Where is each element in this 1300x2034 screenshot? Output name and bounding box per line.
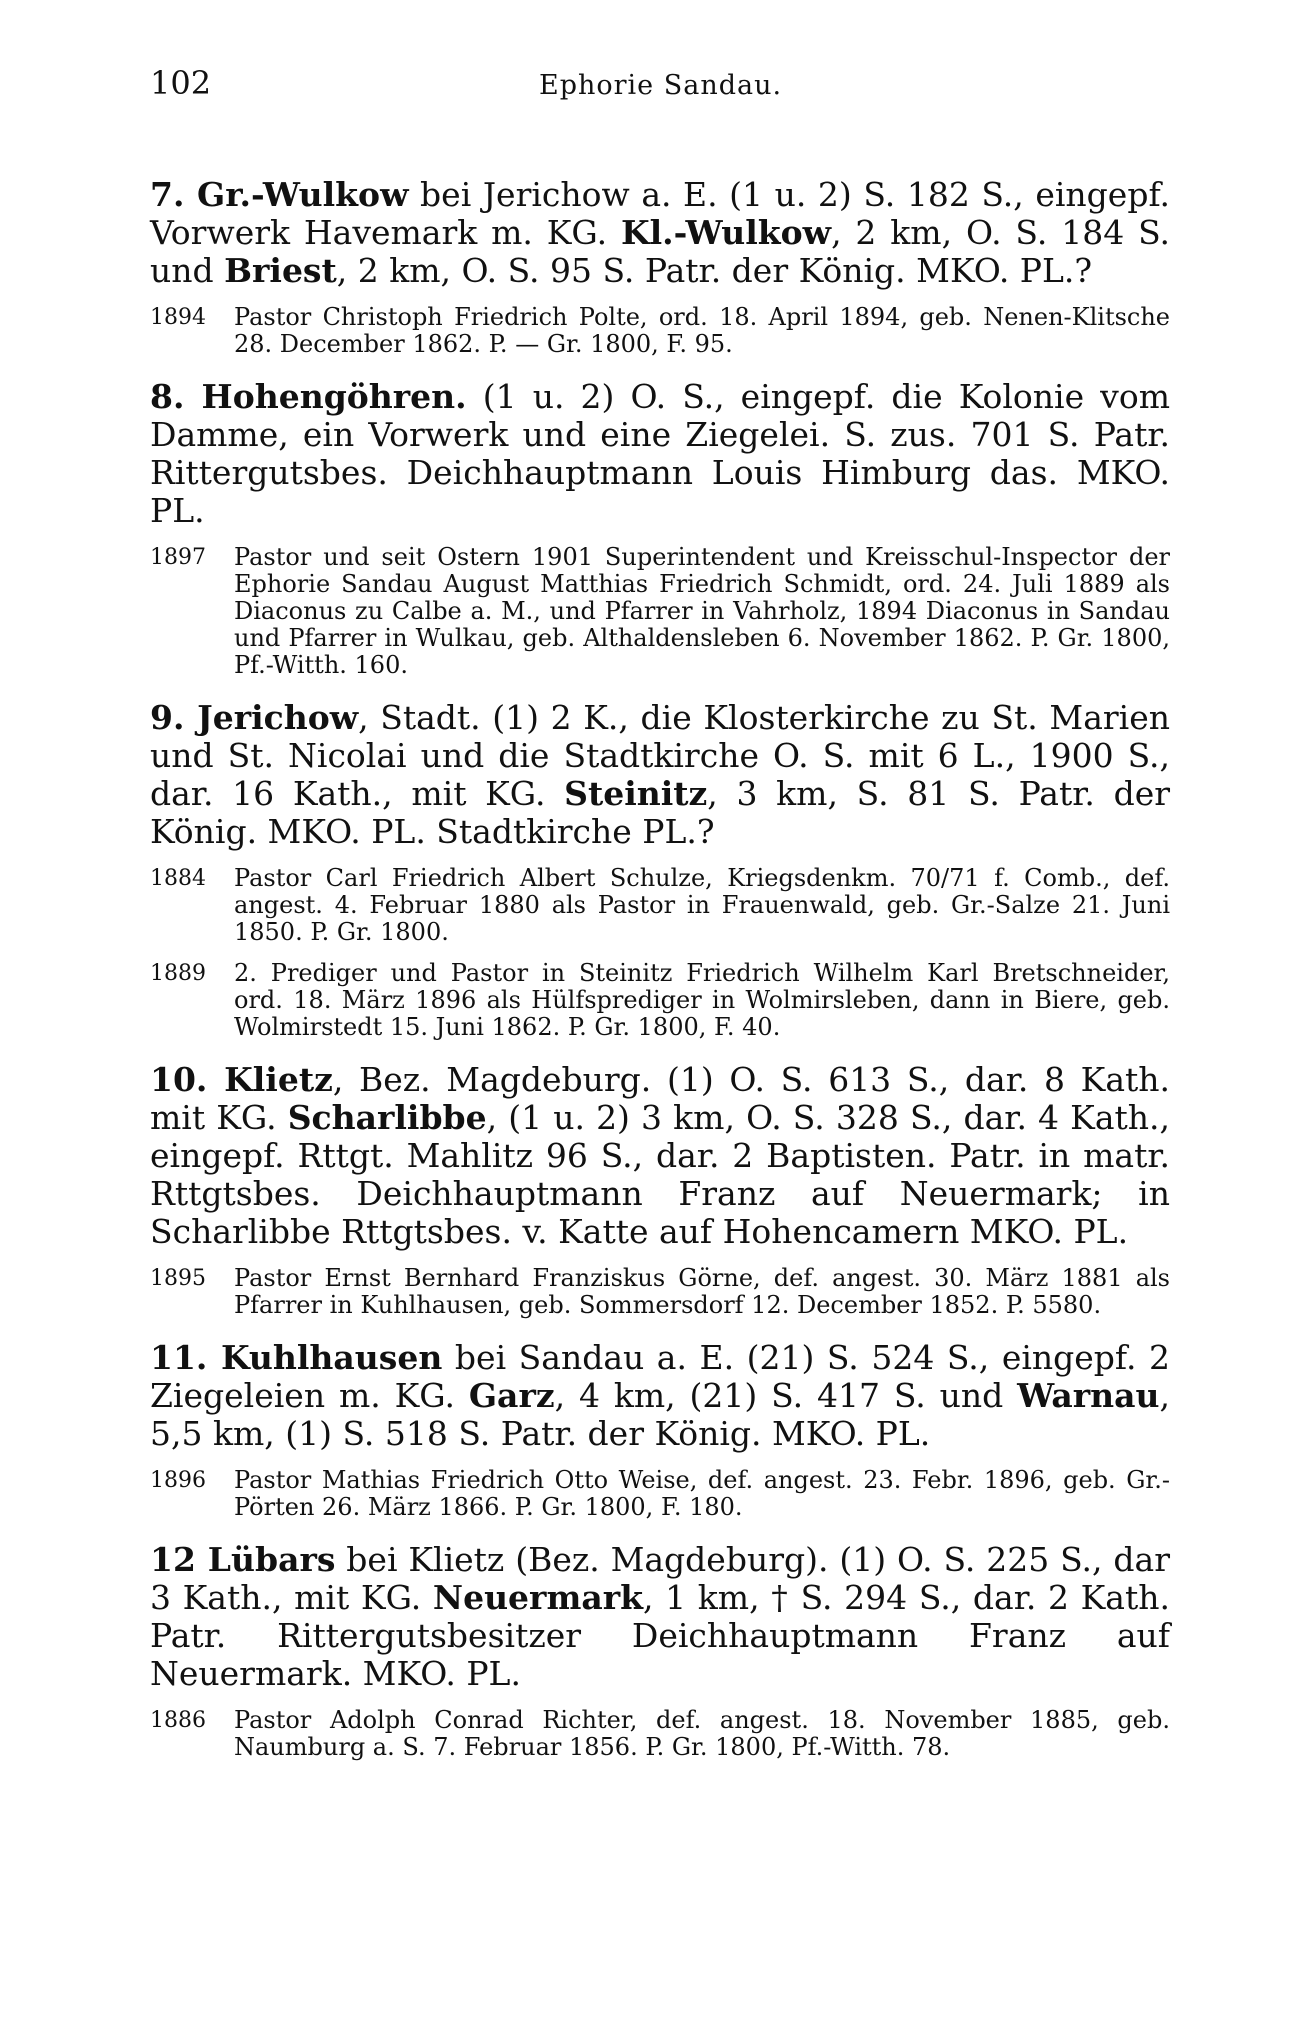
pastor-year: 1895 <box>150 1266 206 1291</box>
place-name: Kuhlhausen <box>220 1338 443 1377</box>
pastor-year: 1889 <box>150 961 206 986</box>
pastor-year: 1894 <box>150 305 206 330</box>
affiliated-place-name: Scharlibbe <box>287 1098 487 1137</box>
parish-description <box>150 378 1170 530</box>
affiliated-place-name: Warnau <box>1017 1376 1160 1415</box>
parish-description <box>150 1339 1170 1453</box>
entry-text: bei Klietz (Bez. Magdeburg). (1) O. S. 225 S., dar 3 Kath., mit KG. <box>150 1540 1170 1617</box>
entry-text: , 1 km, † S. 294 S., dar. 2 Kath. Patr. Rittergutsbesitzer Deichhauptmann Franz auf Neuermark. MKO. PL. <box>150 1578 1170 1693</box>
entry-number: 8. <box>150 377 202 416</box>
pastor-note <box>150 1467 1170 1521</box>
entry-text: , (1 u. 2) 3 km, O. S. 328 S., dar. 4 Kath., eingepf. Rttgt. Mahlitz 96 S., dar. 2 Baptisten. Patr. in matr. Rttgtsbes. Deichhauptmann Franz auf Neuermark; in Scharlibbe Rttgtsbes. v. Katte auf Hohencamern MKO. PL. <box>150 1098 1170 1251</box>
page-header <box>150 64 1170 116</box>
pastor-year: 1896 <box>150 1468 206 1493</box>
pastor-text: Pastor und seit Ostern 1901 Superintendent und Kreisschul-Inspector der Ephorie Sandau August Matthias Friedrich Schmidt, ord. 24. Juli 1889 als Diaconus zu Calbe a. M., und Pfarrer in Vahrholz, 1894 Diaconus in Sandau und Pfarrer in Wulkau, geb. Althaldensleben 6. November 1862. P. Gr. 1800, Pf.-Witth. 160. <box>234 543 1170 679</box>
pastor-note <box>150 1707 1170 1761</box>
parish-description <box>150 1061 1170 1251</box>
entry-text: , 2 km, O. S. 184 S. und <box>150 213 1170 290</box>
parish-entry <box>150 176 1170 358</box>
page-number: 102 <box>150 64 212 102</box>
place-name: Gr.-Wulkow <box>197 175 409 214</box>
entry-number: 11. <box>150 1338 221 1377</box>
parish-description <box>150 176 1170 290</box>
entry-text: , Bez. Magdeburg. (1) O. S. 613 S., dar. 8 Kath. mit KG. <box>150 1060 1170 1137</box>
pastor-note <box>150 865 1170 946</box>
place-name: Lübars <box>207 1540 336 1579</box>
pastor-year: 1897 <box>150 545 206 570</box>
place-name: Jerichow <box>197 698 359 737</box>
affiliated-place-name: Steinitz <box>564 774 708 813</box>
entries-list <box>150 176 1170 1761</box>
parish-entry <box>150 378 1170 679</box>
affiliated-place-name: Neuermark <box>432 1578 643 1617</box>
entry-number: 9. <box>150 698 198 737</box>
pastor-year: 1884 <box>150 866 206 891</box>
pastor-text: Pastor Adolph Conrad Richter, def. angest. 18. November 1885, geb. Naumburg a. S. 7. Februar 1856. P. Gr. 1800, Pf.-Witth. 78. <box>234 1706 1170 1761</box>
pastor-text: Pastor Ernst Bernhard Franziskus Görne, def. angest. 30. März 1881 als Pfarrer in Kuhlhausen, geb. Sommersdorf 12. December 1852. P. 5580. <box>234 1264 1170 1319</box>
entry-text: , 3 km, S. 81 S. Patr. der König. MKO. PL. Stadtkirche PL.? <box>150 774 1170 851</box>
pastor-text: Pastor Christoph Friedrich Polte, ord. 18. April 1894, geb. Nenen-Klitsche 28. December 1862. P. — Gr. 1800, F. 95. <box>234 303 1170 358</box>
entry-text: bei Jerichow a. E. (1 u. 2) S. 182 S., eingepf. Vorwerk Havemark m. KG. <box>150 175 1170 252</box>
parish-entry <box>150 699 1170 1041</box>
entry-number: 12 <box>150 1540 208 1579</box>
pastor-text: Pastor Carl Friedrich Albert Schulze, Kriegsdenkm. 70/71 f. Comb., def. angest. 4. Februar 1880 als Pastor in Frauenwald, geb. Gr.-Salze 21. Juni 1850. P. Gr. 1800. <box>234 864 1170 946</box>
entry-number: 7. <box>150 175 198 214</box>
parish-description <box>150 1541 1170 1693</box>
parish-entry <box>150 1541 1170 1761</box>
parish-entry <box>150 1339 1170 1521</box>
pastor-note <box>150 960 1170 1041</box>
pastor-note <box>150 544 1170 679</box>
running-title: Ephorie Sandau. <box>539 70 783 101</box>
parish-entry <box>150 1061 1170 1319</box>
entry-text: (1 u. 2) O. S., eingepf. die Kolonie vom Damme, ein Vorwerk und eine Ziegelei. S. zus. 701 S. Patr. Rittergutsbes. Deichhauptmann Louis Himburg das. MKO. PL. <box>150 377 1170 530</box>
entry-text: , 5,5 km, (1) S. 518 S. Patr. der König. MKO. PL. <box>150 1376 1170 1453</box>
pastor-text: Pastor Mathias Friedrich Otto Weise, def. angest. 23. Febr. 1896, geb. Gr.-Pörten 26. März 1866. P. Gr. 1800, F. 180. <box>234 1466 1170 1521</box>
pastor-note <box>150 304 1170 358</box>
pastor-note <box>150 1265 1170 1319</box>
affiliated-place-name: Briest <box>224 251 337 290</box>
parish-description <box>150 699 1170 851</box>
affiliated-place-name: Garz <box>468 1376 555 1415</box>
pastor-text: 2. Prediger und Pastor in Steinitz Friedrich Wilhelm Karl Bretschneider, ord. 18. März 1896 als Hülfsprediger in Wolmirsleben, dann in Biere, geb. Wolmirstedt 15. Juni 1862. P. Gr. 1800, F. 40. <box>234 959 1170 1041</box>
entry-text: , 4 km, (21) S. 417 S. und <box>554 1376 1018 1415</box>
affiliated-place-name: Kl.-Wulkow <box>620 213 832 252</box>
entry-text: , 2 km, O. S. 95 S. Patr. der König. MKO. PL.? <box>336 251 1093 290</box>
place-name: Hohengöhren. <box>201 377 467 416</box>
pastor-year: 1886 <box>150 1708 206 1733</box>
place-name: Klietz <box>224 1060 333 1099</box>
entry-text: , Stadt. (1) 2 K., die Klosterkirche zu St. Marien und St. Nicolai und die Stadtkirche O. S. mit 6 L., 1900 S., dar. 16 Kath., mit KG. <box>150 698 1170 813</box>
entry-text: bei Sandau a. E. (21) S. 524 S., eingepf. 2 Ziegeleien m. KG. <box>150 1338 1170 1415</box>
entry-number: 10. <box>150 1060 225 1099</box>
